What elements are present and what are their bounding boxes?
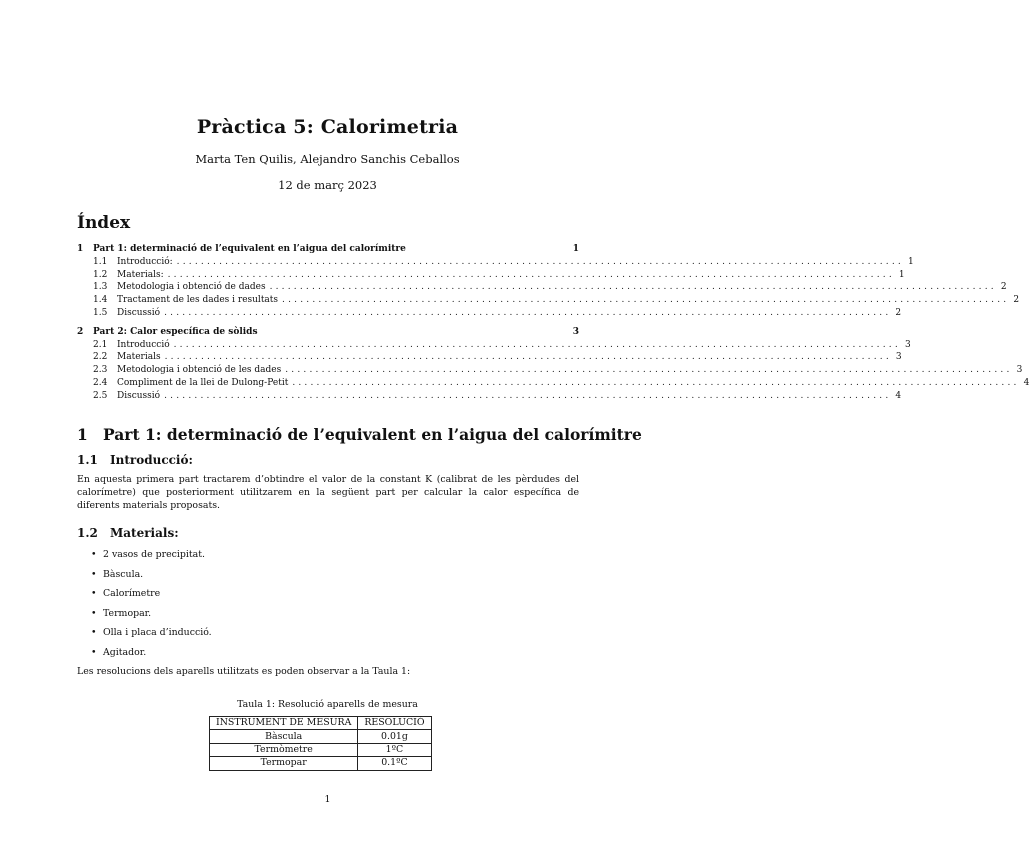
section-1-heading: [77, 425, 642, 444]
table-cell: Bàscula: [210, 730, 358, 743]
table-caption: Taula 1: Resolució aparells de mesura: [237, 699, 418, 710]
toc-item[interactable]: [77, 307, 902, 320]
table-row: [210, 757, 432, 770]
toc-page: 1: [907, 256, 914, 267]
section-number: 1: [77, 425, 88, 444]
toc-page: 3: [572, 326, 579, 337]
toc-label: Compliment de la llei de Dulong-Petit: [117, 377, 289, 388]
toc-number: 2.3: [93, 365, 108, 376]
toc-section-2[interactable]: [77, 326, 579, 339]
subsection-number: 1.1: [77, 453, 98, 467]
table-cell: Termòmetre: [210, 743, 358, 756]
column-header: RESOLUCIÓ: [358, 717, 431, 730]
toc-item[interactable]: [77, 364, 1023, 377]
table-of-contents: [77, 243, 1029, 403]
table-header-row: [210, 717, 432, 730]
list-item: • Olla i placa d’inducció.: [91, 626, 212, 646]
toc-number: 1.4: [93, 295, 108, 306]
toc-number: 2.1: [93, 339, 108, 350]
toc-label: Discussió: [117, 390, 161, 401]
table-row: [210, 743, 432, 756]
toc-label: Materials: [117, 352, 161, 363]
toc-label: Part 2: Calor específica de sòlids: [93, 326, 258, 337]
list-item: • Agitador.: [91, 646, 212, 666]
toc-label: Materials:: [117, 269, 164, 280]
toc-item[interactable]: [77, 269, 905, 282]
resolution-table: [209, 716, 432, 771]
toc-page: 3: [1016, 365, 1023, 376]
list-item: • Termopar.: [91, 607, 212, 627]
toc-number: 1.5: [93, 307, 108, 318]
toc-page: 1: [572, 244, 579, 254]
toc-number: 2: [77, 326, 84, 337]
toc-label: Metodologia i obtenció de les dades: [117, 365, 282, 376]
toc-page: 1: [898, 269, 905, 280]
toc-number: 1: [77, 244, 84, 254]
document-date: 12 de març 2023: [278, 178, 377, 192]
subsection-1-2-heading: [77, 526, 179, 540]
toc-section-1[interactable]: [77, 243, 579, 256]
toc-leader: ........................................................................................................................: [167, 269, 895, 280]
materials-list: [91, 548, 212, 666]
toc-label: Introducció:: [117, 256, 173, 267]
toc-label: Metodologia i obtenció de dades: [117, 282, 266, 293]
column-header: INSTRUMENT DE MESURA: [210, 717, 358, 730]
toc-number: 2.5: [93, 390, 108, 401]
table-cell: 1ºC: [358, 743, 431, 756]
toc-number: 2.2: [93, 352, 108, 363]
toc-leader: ........................................................................................................................: [292, 377, 1020, 388]
toc-item[interactable]: [77, 390, 902, 403]
list-item: • 2 vasos de precipitat.: [91, 548, 212, 568]
toc-leader: ........................................................................................................................: [164, 390, 892, 401]
toc-label: Discussió: [117, 307, 161, 318]
toc-number: 1.2: [93, 269, 108, 280]
toc-heading: Índex: [77, 213, 131, 233]
table-cell: Termopar: [210, 757, 358, 770]
subsection-title: Introducció:: [110, 453, 193, 467]
toc-item[interactable]: [77, 256, 914, 269]
toc-leader: ........................................................................................................................: [164, 307, 892, 318]
toc-item[interactable]: [77, 351, 902, 364]
toc-page: 4: [895, 390, 902, 401]
list-item: • Bàscula.: [91, 568, 212, 588]
subsection-1-1-heading: [77, 453, 193, 467]
toc-label: Tractament de les dades i resultats: [117, 295, 279, 306]
table-cell: 0.01g: [358, 730, 431, 743]
list-item: • Calorímetre: [91, 587, 212, 607]
toc-number: 1.1: [93, 256, 108, 267]
toc-page: 4: [1023, 377, 1029, 388]
toc-item[interactable]: [77, 294, 1020, 307]
toc-number: 2.4: [93, 377, 108, 388]
document-title: Pràctica 5: Calorimetria: [196, 116, 459, 138]
document-authors: Marta Ten Quilis, Alejandro Sanchis Ceballos: [195, 152, 460, 166]
toc-item[interactable]: [77, 377, 1029, 390]
page-number: 1: [324, 794, 331, 805]
toc-page: 2: [1000, 282, 1007, 293]
toc-page: 2: [1013, 295, 1020, 306]
toc-item[interactable]: [77, 281, 1007, 294]
toc-page: 3: [895, 352, 902, 363]
toc-leader: ........................................................................................................................: [285, 365, 1013, 376]
subsection-title: Materials:: [110, 526, 179, 540]
table-cell: 0.1ºC: [358, 757, 431, 770]
table-row: [210, 730, 432, 743]
toc-label: Introducció: [117, 339, 170, 350]
section-title: Part 1: determinació de l’equivalent en l’aigua del calorímitre: [103, 425, 642, 444]
subsection-number: 1.2: [77, 526, 98, 540]
toc-number: 1.3: [93, 282, 108, 293]
toc-item[interactable]: [77, 339, 911, 352]
toc-leader: ........................................................................................................................: [282, 295, 1010, 306]
toc-leader: ........................................................................................................................: [176, 256, 904, 267]
toc-page: 3: [904, 339, 911, 350]
toc-leader: ........................................................................................................................: [164, 352, 892, 363]
toc-page: 2: [895, 307, 902, 318]
toc-label: Part 1: determinació de l’equivalent en l’aigua del calorímitre: [93, 244, 406, 254]
toc-leader: ........................................................................................................................: [269, 282, 997, 293]
toc-leader: ........................................................................................................................: [173, 339, 901, 350]
materials-note: Les resolucions dels aparells utilitzats es poden observar a la Taula 1:: [77, 666, 411, 677]
intro-paragraph: En aquesta primera part tractarem d’obtindre el valor de la constant K (calibrat de les pèrdudes del calorímetre) que posteriorment utilitzarem en la següent part per calcular la calor específica de diferents materials proposats.: [77, 474, 579, 511]
